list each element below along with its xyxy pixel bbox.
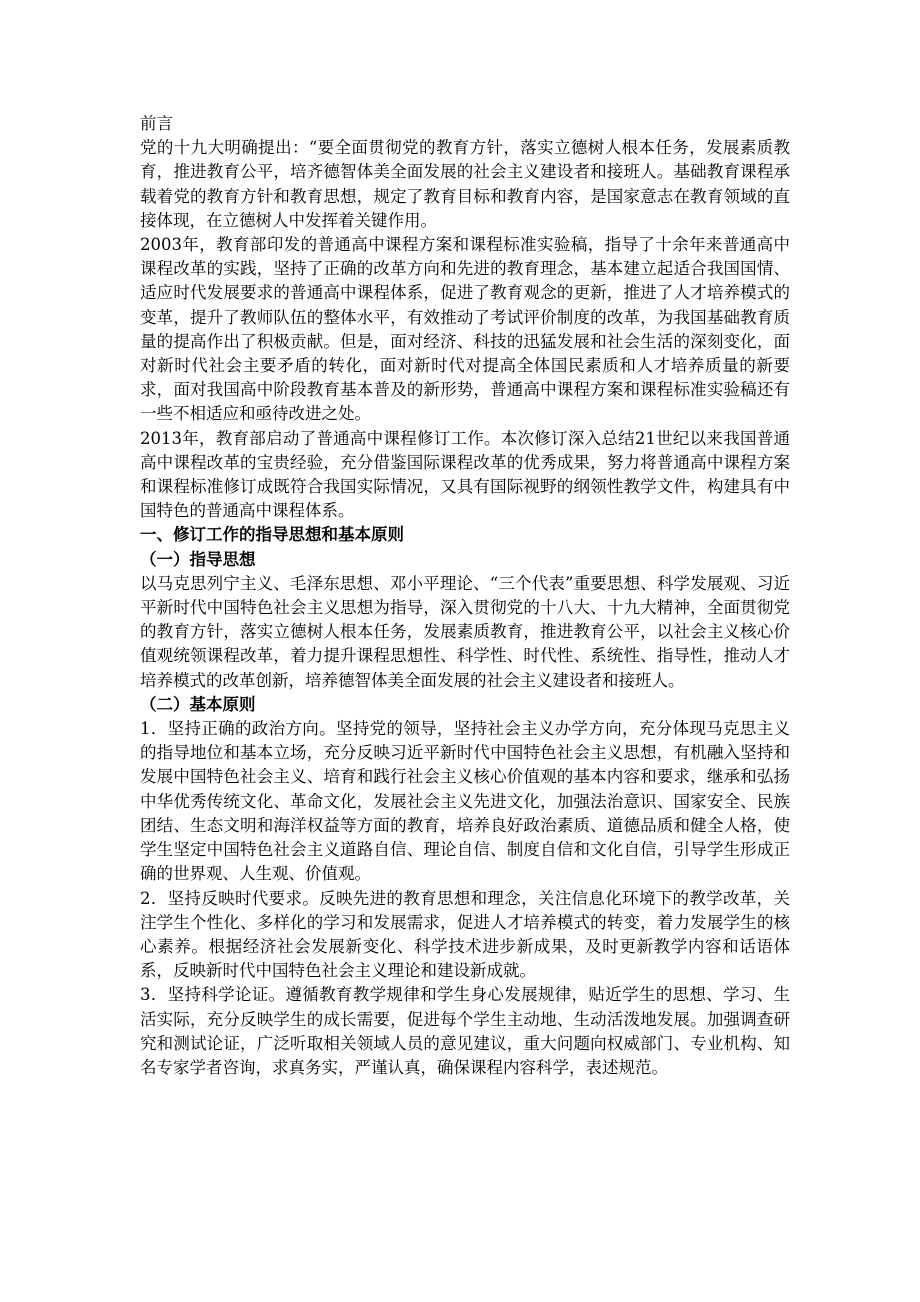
intro-paragraph-3: 2013年，教育部启动了普通高中课程修订工作。本次修订深入总结21世纪以来我国普通高中课程改革的宝贵经验，充分借鉴国际课程改革的优秀成果，努力将普通高中课程方案和课程标准修订成既符合我国实际情况，又具有国际视野的纲领性教学文件，构建具有中国特色的普通高中课程体系。 [140, 428, 790, 521]
document-page [140, 112, 790, 1080]
principle-item-1: 1．坚持正确的政治方向。坚持党的领导，坚持社会主义办学方向，充分体现马克思主义的指导地位和基本立场，充分反映习近平新时代中国特色社会主义思想，有机融入坚持和发展中国特色社会主义、培育和践行社会主义核心价值观的基本内容和要求，继承和弘扬中华优秀传统文化、革命文化，发展社会主义先进文化，加强法治意识、国家安全、民族团结、生态文明和海洋权益等方面的教育，培养良好政治素质、道德品质和健全人格，使学生坚定中国特色社会主义道路自信、理论自信、制度自信和文化自信，引导学生形成正确的世界观、人生观、价值观。 [140, 719, 790, 884]
section-heading-1: 一、修订工作的指导思想和基本原则 [140, 525, 404, 545]
document-title: 前言 [140, 114, 173, 133]
intro-paragraph-2: 2003年，教育部印发的普通高中课程方案和课程标准实验稿，指导了十余年来普通高中课程改革的实践，坚持了正确的改革方向和先进的教育理念，基本建立起适合我国国情、适应时代发展要求的普通高中课程体系，促进了教育观念的更新，推进了人才培养模式的变革，提升了教师队伍的整体水平，有效推动了考试评价制度的改革，为我国基础教育质量的提高作出了积极贡献。但是，面对经济、科技的迅猛发展和社会生活的深刻变化，面对新时代社会主要矛盾的转化，面对新时代对提高全体国民素质和人才培养质量的新要求，面对我国高中阶段教育基本普及的新形势，普通高中课程方案和课程标准实验稿还有一些不相适应和亟待改进之处。 [140, 235, 790, 424]
principle-item-3: 3．坚持科学论证。遵循教育教学规律和学生身心发展规律，贴近学生的思想、学习、生活实际，充分反映学生的成长需要，促进每个学生主动地、生动活泼地发展。加强调查研究和测试论证，广泛听取相关领域人员的意见建议，重大问题向权威部门、专业机构、知名专家学者咨询，求真务实，严谨认真，确保课程内容科学，表述规范。 [140, 985, 790, 1077]
subsection-heading-guiding-ideology: （一）指导思想 [140, 549, 256, 569]
subsection-heading-basic-principles: （二）基本原则 [140, 694, 256, 714]
guiding-ideology-paragraph: 以马克思列宁主义、毛泽东思想、邓小平理论、“三个代表”重要思想、科学发展观、习近平新时代中国特色社会主义思想为指导，深入贯彻党的十八大、十九大精神，全面贯彻党的教育方针，落实立德树人根本任务，发展素质教育，推进教育公平，以社会主义核心价值观统领课程改革，着力提升课程思想性、科学性、时代性、系统性、指导性，推动人才培养模式的改革创新，培养德智体美全面发展的社会主义建设者和接班人。 [140, 573, 790, 690]
intro-paragraph-1: 党的十九大明确提出：“要全面贯彻党的教育方针，落实立德树人根本任务，发展素质教育，推进教育公平，培齐德智体美全面发展的社会主义建设者和接班人。基础教育课程承载着党的教育方针和教育思想，规定了教育目标和教育内容，是国家意志在教育领域的直接体现，在立德树人中发挥着关键作用。 [140, 138, 790, 230]
principle-item-2: 2．坚持反映时代要求。反映先进的教育思想和理念，关注信息化环境下的教学改革，关注学生个性化、多样化的学习和发展需求，促进人才培养模式的转变，着力发展学生的核心素养。根据经济社会发展新变化、科学技术进步新成果，及时更新教学内容和话语体系，反映新时代中国特色社会主义理论和建设新成就。 [140, 888, 790, 981]
